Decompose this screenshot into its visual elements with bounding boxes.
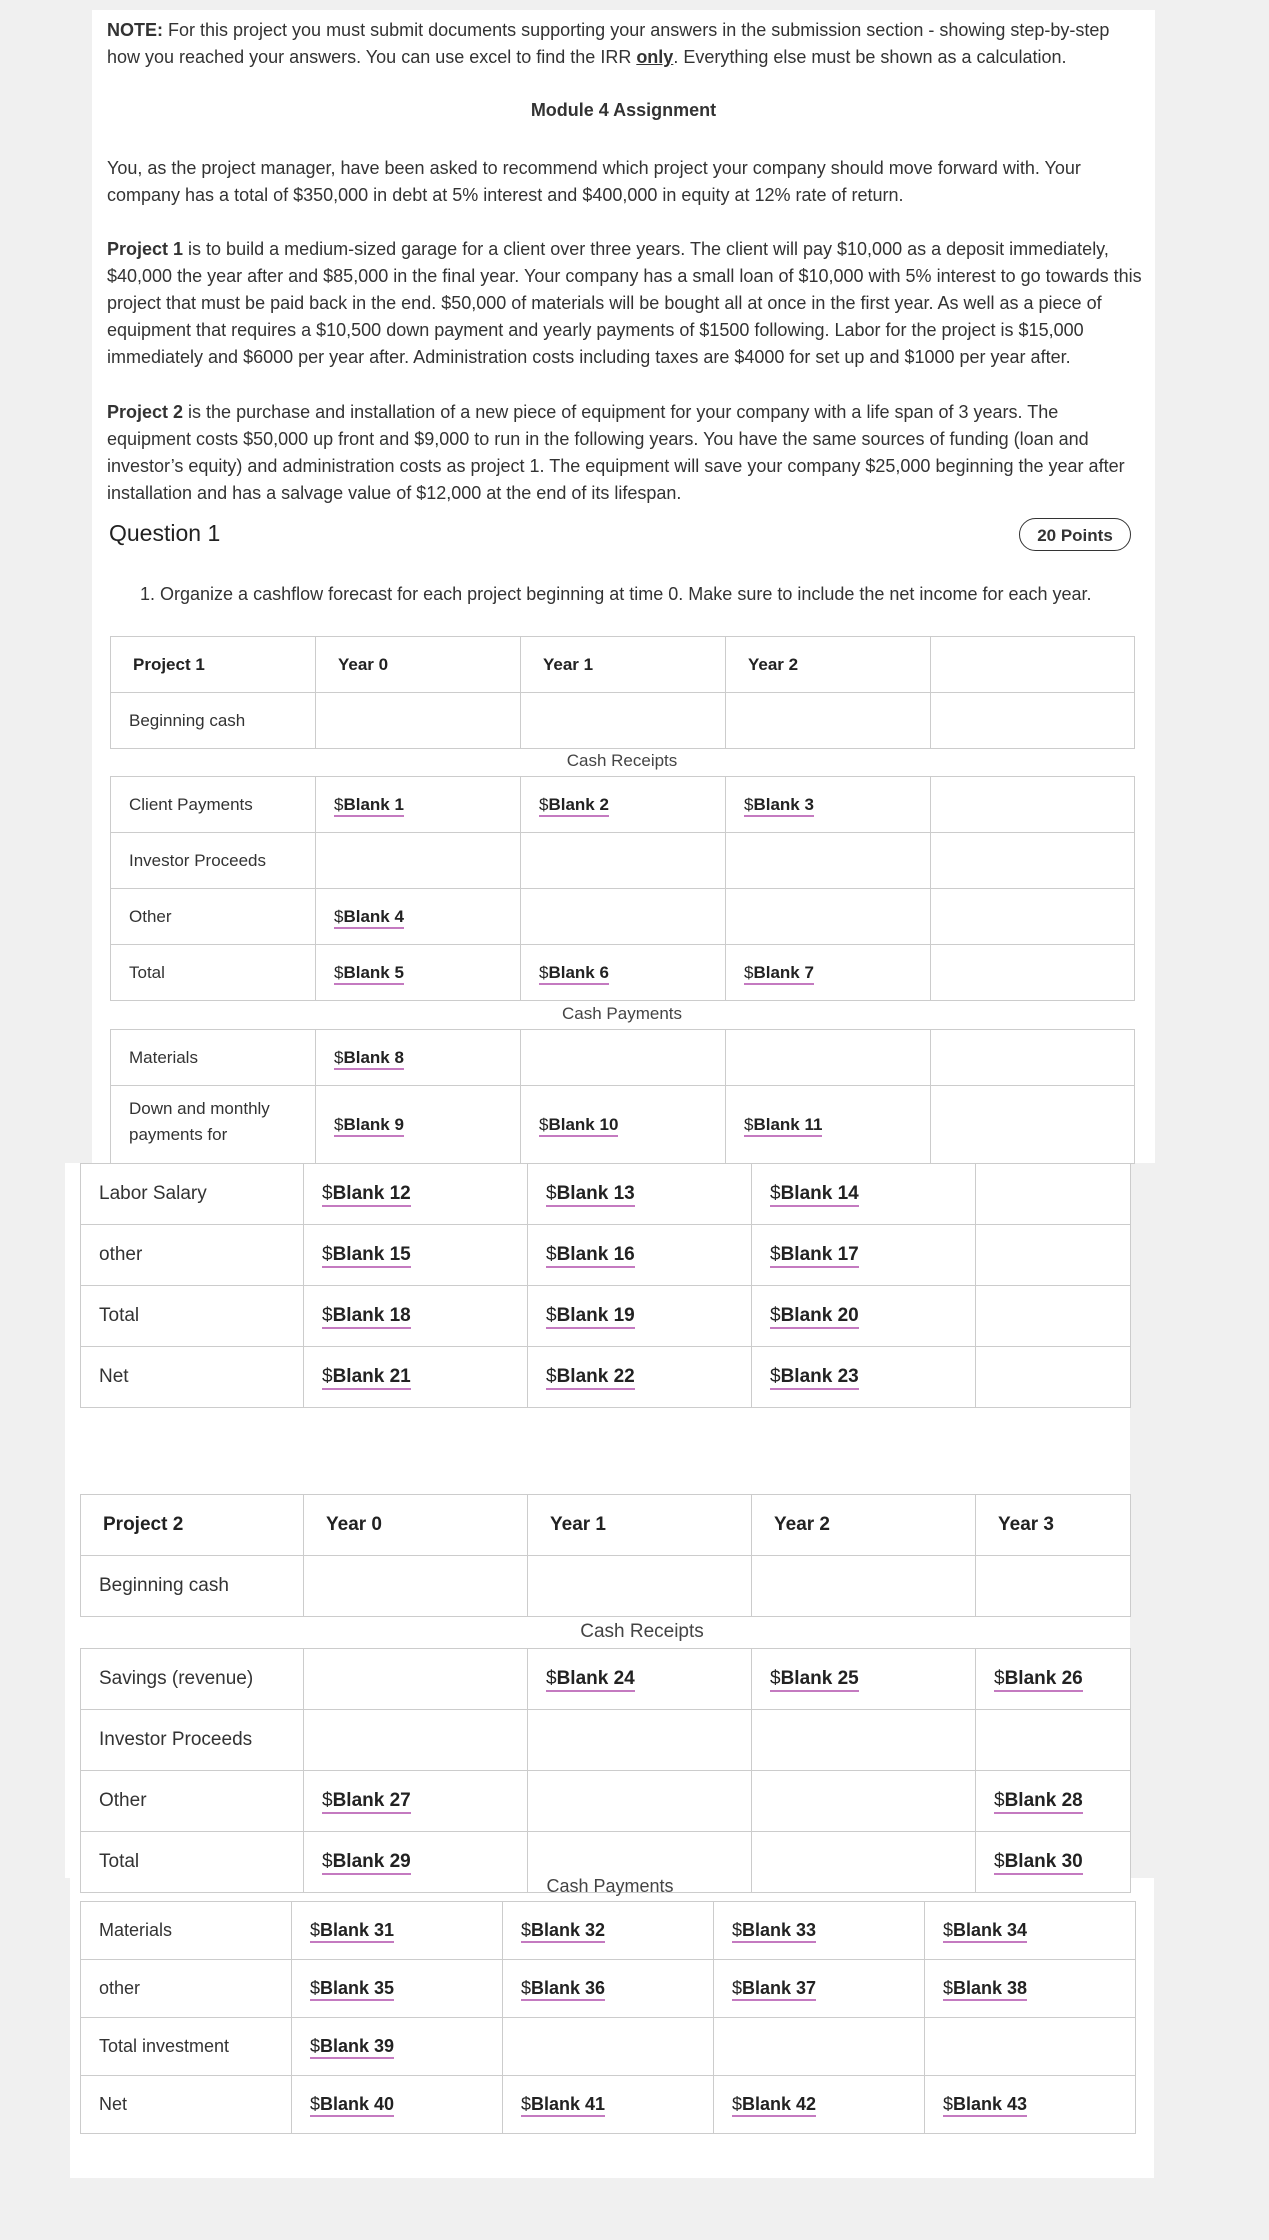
p2-row-total-investment [81,2018,1136,2076]
empty-cell [752,1771,976,1832]
blank-36[interactable] [521,1978,605,2001]
blank-27[interactable] [322,1790,411,1814]
p1-header-year-0: Year 0 [316,637,521,693]
empty-cell [528,1771,752,1832]
p1-row-client-payments [111,777,1135,833]
answer-cell[interactable] [752,1286,976,1347]
p2-receipts-label: Cash Receipts [580,1621,704,1642]
row-label: Beginning cash [81,1556,304,1617]
dollar-sign: $ [744,962,754,982]
p2-row-savings-revenue [81,1649,1131,1710]
dollar-sign: $ [732,1978,743,1998]
row-label: Beginning cash [111,693,316,749]
blank-label: Blank 8 [343,1047,404,1067]
dollar-sign: $ [539,1114,549,1134]
answer-cell[interactable] [976,1649,1131,1710]
blank-19[interactable] [546,1305,635,1329]
answer-cell[interactable] [292,1902,503,1960]
blank-label: Blank 20 [780,1305,859,1326]
p2-row-investor-proceeds [81,1710,1131,1771]
blank-label: Blank 10 [548,1114,619,1134]
note-text-end: . Everything else must be shown as a calculation. [673,47,1067,67]
points-badge: 20 Points [1019,518,1131,551]
dollar-sign: $ [744,1114,754,1134]
answer-cell[interactable] [528,1347,752,1408]
blank-39[interactable] [310,2036,394,2059]
empty-cell [304,1710,528,1771]
module-title: Module 4 Assignment [530,100,717,120]
note-lead: NOTE: [107,20,163,40]
empty-cell [304,1649,528,1710]
blank-25[interactable] [770,1668,859,1692]
blank-15[interactable] [322,1244,411,1268]
answer-cell[interactable] [925,1902,1136,1960]
dollar-sign: $ [546,1668,557,1689]
answer-cell[interactable] [503,1902,714,1960]
blank-22[interactable] [546,1366,635,1390]
p1-row-net [81,1347,1131,1408]
dollar-sign: $ [994,1790,1005,1811]
answer-cell[interactable] [714,1960,925,2018]
answer-cell[interactable] [304,1164,528,1225]
blank-label: Blank 34 [953,1920,1028,1940]
p1-payments-table-continued [80,1163,1131,1408]
answer-cell[interactable] [304,1347,528,1408]
dollar-sign: $ [334,1047,344,1067]
blank-label: Blank 19 [556,1305,635,1326]
dollar-sign: $ [732,1920,743,1940]
row-label: other [81,1960,292,2018]
blank-label: Blank 4 [343,906,404,926]
empty-cell [714,2018,925,2076]
empty-cell [931,1086,1135,1164]
empty-cell [976,1710,1131,1771]
blank-42[interactable] [732,2094,816,2117]
row-label: Total [111,945,316,1001]
answer-cell[interactable] [726,945,931,1001]
p1-row-down-and-monthly-payments-for [111,1086,1135,1164]
empty-cell [931,693,1135,749]
empty-cell [752,1556,976,1617]
answer-cell[interactable] [304,1771,528,1832]
empty-cell [931,889,1135,945]
note-emphasis: only [636,47,674,67]
blank-label: Blank 7 [753,962,814,982]
p1-row-beginning-cash [111,693,1135,749]
p2-row-materials [81,1902,1136,1960]
dollar-sign: $ [943,1920,954,1940]
p2-header-table [80,1494,1131,1617]
project2-description [107,399,1147,507]
blank-label: Blank 25 [780,1668,859,1689]
blank-label: Blank 5 [343,962,404,982]
blank-label: Blank 17 [780,1244,859,1265]
answer-cell[interactable] [304,1286,528,1347]
empty-cell [521,1030,726,1086]
blank-label: Blank 38 [953,1978,1028,1998]
dollar-sign: $ [310,1920,321,1940]
p2-header-year-1: Year 1 [528,1495,752,1556]
answer-cell[interactable] [292,1960,503,2018]
empty-cell [752,1710,976,1771]
empty-cell [521,889,726,945]
row-label: Client Payments [111,777,316,833]
answer-cell[interactable] [503,1960,714,2018]
dollar-sign: $ [322,1244,333,1265]
p1-row-other [81,1225,1131,1286]
intro-paragraph: You, as the project manager, have been asked to recommend which project your company should move forward with. Your company has a total of $350,000 in debt at 5% interest and $400,000 in equity at 12% rate of return. [107,158,1081,205]
blank-35[interactable] [310,1978,394,2001]
row-label: Investor Proceeds [81,1710,304,1771]
blank-label: Blank 33 [742,1920,817,1940]
row-label: Other [81,1771,304,1832]
dollar-sign: $ [943,1978,954,1998]
answer-cell[interactable] [925,2076,1136,2134]
dollar-sign: $ [334,906,344,926]
blank-label: Blank 3 [753,794,814,814]
blank-11[interactable] [744,1115,822,1137]
blank-label: Blank 27 [332,1790,411,1811]
empty-cell [726,693,931,749]
blank-label: Blank 11 [753,1114,823,1134]
blank-label: Blank 36 [531,1978,606,1998]
row-label: Total [81,1832,304,1893]
p1-receipts-label: Cash Receipts [566,751,678,770]
blank-label: Blank 24 [556,1668,635,1689]
answer-cell[interactable] [316,889,521,945]
answer-cell[interactable] [528,1225,752,1286]
empty-cell [976,1286,1131,1347]
answer-cell[interactable] [521,1086,726,1164]
empty-cell [925,2018,1136,2076]
blank-label: Blank 32 [531,1920,606,1940]
blank-14[interactable] [770,1183,859,1207]
blank-6[interactable] [539,963,609,985]
blank-4[interactable] [334,907,404,929]
dollar-sign: $ [521,2094,532,2114]
empty-cell [976,1225,1131,1286]
answer-cell[interactable] [714,1902,925,1960]
blank-30[interactable] [994,1851,1083,1875]
answer-cell[interactable] [292,2076,503,2134]
p1-row-total [81,1286,1131,1347]
row-label: Other [111,889,316,945]
dollar-sign: $ [770,1305,781,1326]
answer-cell[interactable] [752,1225,976,1286]
p1-header-row [111,637,1135,693]
blank-label: Blank 2 [548,794,609,814]
blank-label: Blank 35 [320,1978,395,1998]
p1-header-empty [931,637,1135,693]
question-instruction: 1. Organize a cashflow forecast for each project beginning at time 0. Make sure to include the net income for each year. [140,584,1092,604]
row-label: other [81,1225,304,1286]
blank-17[interactable] [770,1244,859,1268]
empty-cell [304,1556,528,1617]
empty-cell [931,1030,1135,1086]
blank-16[interactable] [546,1244,635,1268]
dollar-sign: $ [546,1244,557,1265]
blank-label: Blank 29 [332,1851,411,1872]
blank-18[interactable] [322,1305,411,1329]
blank-12[interactable] [322,1183,411,1207]
empty-cell [976,1164,1131,1225]
dollar-sign: $ [994,1668,1005,1689]
answer-cell[interactable] [316,777,521,833]
project2-lead: Project 2 [107,402,184,422]
blank-7[interactable] [744,963,814,985]
p1-row-labor-salary [81,1164,1131,1225]
blank-2[interactable] [539,795,609,817]
blank-label: Blank 1 [343,794,404,814]
row-label: Labor Salary [81,1164,304,1225]
blank-label: Blank 42 [742,2094,817,2114]
p2-header-year-2: Year 2 [752,1495,976,1556]
blank-label: Blank 30 [1004,1851,1083,1872]
project1-lead: Project 1 [107,239,184,259]
blank-label: Blank 40 [320,2094,395,2114]
p1-row-investor-proceeds [111,833,1135,889]
p2-row-other [81,1960,1136,2018]
blank-label: Blank 12 [332,1183,411,1204]
p1-receipts-table [110,776,1135,1001]
blank-3[interactable] [744,795,814,817]
blank-21[interactable] [322,1366,411,1390]
blank-34[interactable] [943,1920,1027,1943]
dollar-sign: $ [322,1183,333,1204]
answer-cell[interactable] [316,945,521,1001]
dollar-sign: $ [546,1183,557,1204]
empty-cell [521,693,726,749]
p1-row-materials [111,1030,1135,1086]
p1-payments-label: Cash Payments [562,1004,682,1023]
note-text: For this project you must submit documents supporting your answers in the submission section - showing step-by-step how you reached your answers. You can use excel to find the IRR [107,20,1110,67]
empty-cell [931,945,1135,1001]
answer-cell[interactable] [726,1086,931,1164]
blank-label: Blank 31 [320,1920,395,1940]
empty-cell [976,1347,1131,1408]
blank-20[interactable] [770,1305,859,1329]
answer-cell[interactable] [503,2076,714,2134]
p2-header-project-2: Project 2 [81,1495,304,1556]
dollar-sign: $ [521,1920,532,1940]
row-label: Savings (revenue) [81,1649,304,1710]
empty-cell [316,833,521,889]
p2-header-year-3: Year 3 [976,1495,1131,1556]
dollar-sign: $ [334,794,344,814]
dollar-sign: $ [770,1366,781,1387]
row-label: Materials [81,1902,292,1960]
empty-cell [726,889,931,945]
row-label: Net [81,2076,292,2134]
blank-24[interactable] [546,1668,635,1692]
blank-40[interactable] [310,2094,394,2117]
blank-33[interactable] [732,1920,816,1943]
blank-label: Blank 6 [548,962,609,982]
blank-label: Blank 41 [531,2094,606,2114]
project1-text: is to build a medium-sized garage for a client over three years. The client will pay $10,000 as a deposit immediately, $40,000 the year after and $85,000 in the final year. Your company has a small loan of $10,000 with 5% interest to go towards this project that must be paid back in the end. $50,000 of materials will be bought all at once in the first year. As well as a piece of equipment that requires a $10,500 down payment and yearly payments of $1500 following. Labor for the project is $15,000 immediately and $6000 per year after. Administration costs including taxes are $4000 for set up and $1000 per year after. [107,239,1142,367]
dollar-sign: $ [310,2036,321,2056]
submission-note [107,17,1147,71]
p1-header-table [110,636,1135,749]
empty-cell [726,833,931,889]
dollar-sign: $ [521,1978,532,1998]
p1-row-other [111,889,1135,945]
blank-26[interactable] [994,1668,1083,1692]
blank-label: Blank 21 [332,1366,411,1387]
p2-header-year-0: Year 0 [304,1495,528,1556]
answer-cell[interactable] [528,1286,752,1347]
answer-cell[interactable] [304,1225,528,1286]
blank-label: Blank 22 [556,1366,635,1387]
row-label: Total [81,1286,304,1347]
empty-cell [503,2018,714,2076]
answer-cell[interactable] [925,1960,1136,2018]
p2-header-row [81,1495,1131,1556]
empty-cell [521,833,726,889]
p1-header-year-1: Year 1 [521,637,726,693]
p2-row-net [81,2076,1136,2134]
p2-row-beginning-cash [81,1556,1131,1617]
dollar-sign: $ [770,1668,781,1689]
answer-cell[interactable] [752,1347,976,1408]
blank-label: Blank 28 [1004,1790,1083,1811]
dollar-sign: $ [322,1366,333,1387]
blank-23[interactable] [770,1366,859,1390]
empty-cell [528,1710,752,1771]
row-label: Investor Proceeds [111,833,316,889]
answer-cell[interactable] [316,1086,521,1164]
blank-31[interactable] [310,1920,394,1943]
dollar-sign: $ [943,2094,954,2114]
row-label: Down and monthly payments for [111,1086,316,1164]
blank-8[interactable] [334,1048,404,1070]
p1-header-project-1: Project 1 [111,637,316,693]
p1-header-year-2: Year 2 [726,637,931,693]
answer-cell[interactable] [752,1649,976,1710]
dollar-sign: $ [770,1183,781,1204]
blank-1[interactable] [334,795,404,817]
answer-cell[interactable] [521,777,726,833]
dollar-sign: $ [994,1851,1005,1872]
answer-cell[interactable] [714,2076,925,2134]
dollar-sign: $ [546,1366,557,1387]
project1-description [107,236,1147,371]
answer-cell[interactable] [528,1164,752,1225]
row-label: Total investment [81,2018,292,2076]
blank-label: Blank 18 [332,1305,411,1326]
blank-43[interactable] [943,2094,1027,2117]
empty-cell [976,1556,1131,1617]
row-label: Materials [111,1030,316,1086]
p1-row-total [111,945,1135,1001]
p2-payments-label: Cash Payments [546,1876,674,1896]
blank-28[interactable] [994,1790,1083,1814]
blank-37[interactable] [732,1978,816,2001]
blank-label: Blank 23 [780,1366,859,1387]
blank-label: Blank 16 [556,1244,635,1265]
blank-32[interactable] [521,1920,605,1943]
empty-cell [931,777,1135,833]
blank-label: Blank 37 [742,1978,817,1998]
dollar-sign: $ [546,1305,557,1326]
blank-38[interactable] [943,1978,1027,2001]
dollar-sign: $ [334,962,344,982]
answer-cell[interactable] [292,2018,503,2076]
dollar-sign: $ [310,1978,321,1998]
p2-receipts-table [80,1648,1131,1893]
answer-cell[interactable] [726,777,931,833]
dollar-sign: $ [322,1851,333,1872]
blank-9[interactable] [334,1115,404,1137]
dollar-sign: $ [732,2094,743,2114]
p2-row-other [81,1771,1131,1832]
dollar-sign: $ [539,962,549,982]
blank-5[interactable] [334,963,404,985]
p1-payments-table [110,1029,1135,1164]
blank-41[interactable] [521,2094,605,2117]
question-title: Question 1 [109,520,221,546]
answer-cell[interactable] [976,1771,1131,1832]
project2-text: is the purchase and installation of a new piece of equipment for your company with a life span of 3 years. The equipment costs $50,000 up front and $9,000 to run in the following years. You have the same sources of funding (loan and investor’s equity) and administration costs as project 1. The equipment will save your company $25,000 beginning the year after installation and has a salvage value of $12,000 at the end of its lifespan. [107,402,1125,503]
blank-label: Blank 26 [1004,1668,1083,1689]
blank-label: Blank 9 [343,1114,404,1134]
blank-label: Blank 39 [320,2036,395,2056]
blank-label: Blank 43 [953,2094,1028,2114]
dollar-sign: $ [322,1305,333,1326]
row-label: Net [81,1347,304,1408]
p2-payments-table [80,1901,1136,2134]
blank-label: Blank 13 [556,1183,635,1204]
dollar-sign: $ [310,2094,321,2114]
dollar-sign: $ [322,1790,333,1811]
blank-label: Blank 14 [780,1183,859,1204]
answer-cell[interactable] [521,945,726,1001]
blank-label: Blank 15 [332,1244,411,1265]
answer-cell[interactable] [528,1649,752,1710]
empty-cell [931,833,1135,889]
empty-cell [726,1030,931,1086]
answer-cell[interactable] [752,1164,976,1225]
answer-cell[interactable] [316,1030,521,1086]
blank-13[interactable] [546,1183,635,1207]
empty-cell [316,693,521,749]
blank-29[interactable] [322,1851,411,1875]
dollar-sign: $ [770,1244,781,1265]
dollar-sign: $ [744,794,754,814]
dollar-sign: $ [539,794,549,814]
blank-10[interactable] [539,1115,618,1137]
dollar-sign: $ [334,1114,344,1134]
empty-cell [528,1556,752,1617]
